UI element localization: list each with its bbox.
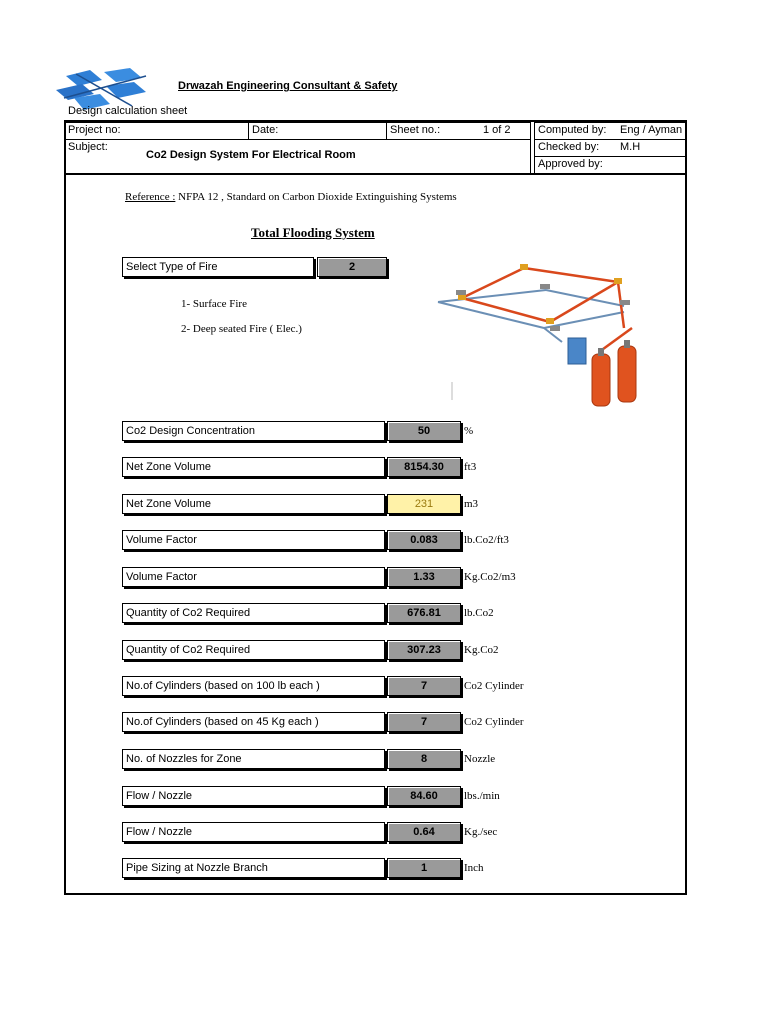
reference-text: NFPA 12 , Standard on Carbon Dioxide Extinguishing Systems: [175, 191, 457, 203]
fire-option-2: 2- Deep seated Fire ( Elec.): [181, 323, 302, 335]
row-label-co2-quantity-lb: Quantity of Co2 Required: [122, 603, 385, 623]
reference-label: Reference :: [125, 191, 176, 203]
computed-by-value: Eng / Ayman: [620, 124, 683, 136]
row-unit-flow-lbs: lbs./min: [464, 790, 500, 802]
co2-system-diagram-icon: [434, 260, 664, 410]
row-unit-net-zone-volume-ft3: ft3: [464, 461, 477, 473]
row-label-design-concentration: Co2 Design Concentration: [122, 421, 385, 441]
row-label-pipe-sizing: Pipe Sizing at Nozzle Branch: [122, 858, 385, 878]
project-no-label: Project no:: [68, 124, 121, 136]
checked-by-label: Checked by:: [538, 141, 600, 153]
row-unit-design-concentration: %: [464, 425, 474, 437]
date-label: Date:: [252, 124, 279, 136]
row-value-co2-quantity-lb: 676.81: [387, 603, 461, 623]
row-label-flow-lbs: Flow / Nozzle: [122, 786, 385, 806]
row-value-flow-lbs: 84.60: [387, 786, 461, 806]
row-unit-volume-factor-kg: Kg.Co2/m3: [464, 571, 516, 583]
row-unit-nozzles: Nozzle: [464, 753, 496, 765]
row-unit-net-zone-volume-m3: m3: [464, 498, 479, 510]
row-value-cylinders-45kg: 7: [387, 712, 461, 732]
row-label-net-zone-volume-m3: Net Zone Volume: [122, 494, 385, 514]
row-label-volume-factor-lb: Volume Factor: [122, 530, 385, 550]
company-name: Drwazah Engineering Consultant & Safety: [178, 80, 398, 92]
row-value-volume-factor-kg: 1.33: [387, 567, 461, 587]
sheet-no-label: Sheet no.:: [390, 124, 441, 136]
row-value-cylinders-100lb: 7: [387, 676, 461, 696]
row-unit-volume-factor-lb: lb.Co2/ft3: [464, 534, 509, 546]
fire-type-label: Select Type of Fire: [122, 257, 314, 277]
row-value-design-concentration[interactable]: 50: [387, 421, 461, 441]
subject-value: Co2 Design System For Electrical Room: [146, 149, 356, 161]
sheet-title: Design calculation sheet: [68, 105, 188, 117]
fire-option-1: 1- Surface Fire: [181, 298, 247, 310]
row-label-cylinders-45kg: No.of Cylinders (based on 45 Kg each ): [122, 712, 385, 732]
row-unit-co2-quantity-lb: lb.Co2: [464, 607, 494, 619]
row-value-pipe-sizing: 1: [387, 858, 461, 878]
row-label-flow-kg: Flow / Nozzle: [122, 822, 385, 842]
fire-type-value[interactable]: 2: [317, 257, 387, 277]
row-unit-cylinders-45kg: Co2 Cylinder: [464, 716, 524, 728]
row-unit-cylinders-100lb: Co2 Cylinder: [464, 680, 524, 692]
row-value-flow-kg: 0.64: [387, 822, 461, 842]
row-value-volume-factor-lb: 0.083: [387, 530, 461, 550]
checked-by-value: M.H: [620, 141, 641, 153]
row-label-cylinders-100lb: No.of Cylinders (based on 100 lb each ): [122, 676, 385, 696]
row-label-net-zone-volume-ft3: Net Zone Volume: [122, 457, 385, 477]
row-value-net-zone-volume-ft3: 8154.30: [387, 457, 461, 477]
row-label-volume-factor-kg: Volume Factor: [122, 567, 385, 587]
approved-by-label: Approved by:: [538, 158, 603, 170]
system-title: Total Flooding System: [251, 225, 375, 240]
row-unit-flow-kg: Kg./sec: [464, 826, 498, 838]
row-label-co2-quantity-kg: Quantity of Co2 Required: [122, 640, 385, 660]
header-divider: [64, 173, 687, 175]
row-unit-co2-quantity-kg: Kg.Co2: [464, 644, 499, 656]
row-label-nozzles: No. of Nozzles for Zone: [122, 749, 385, 769]
row-value-co2-quantity-kg: 307.23: [387, 640, 461, 660]
row-input-net-zone-volume-m3[interactable]: 231: [387, 494, 461, 514]
subject-label: Subject:: [68, 141, 108, 153]
computed-by-label: Computed by:: [538, 124, 607, 136]
sheet-no-value: 1 of 2: [483, 124, 511, 136]
row-value-nozzles[interactable]: 8: [387, 749, 461, 769]
row-unit-pipe-sizing: Inch: [464, 862, 484, 874]
reference-line: [125, 191, 457, 203]
